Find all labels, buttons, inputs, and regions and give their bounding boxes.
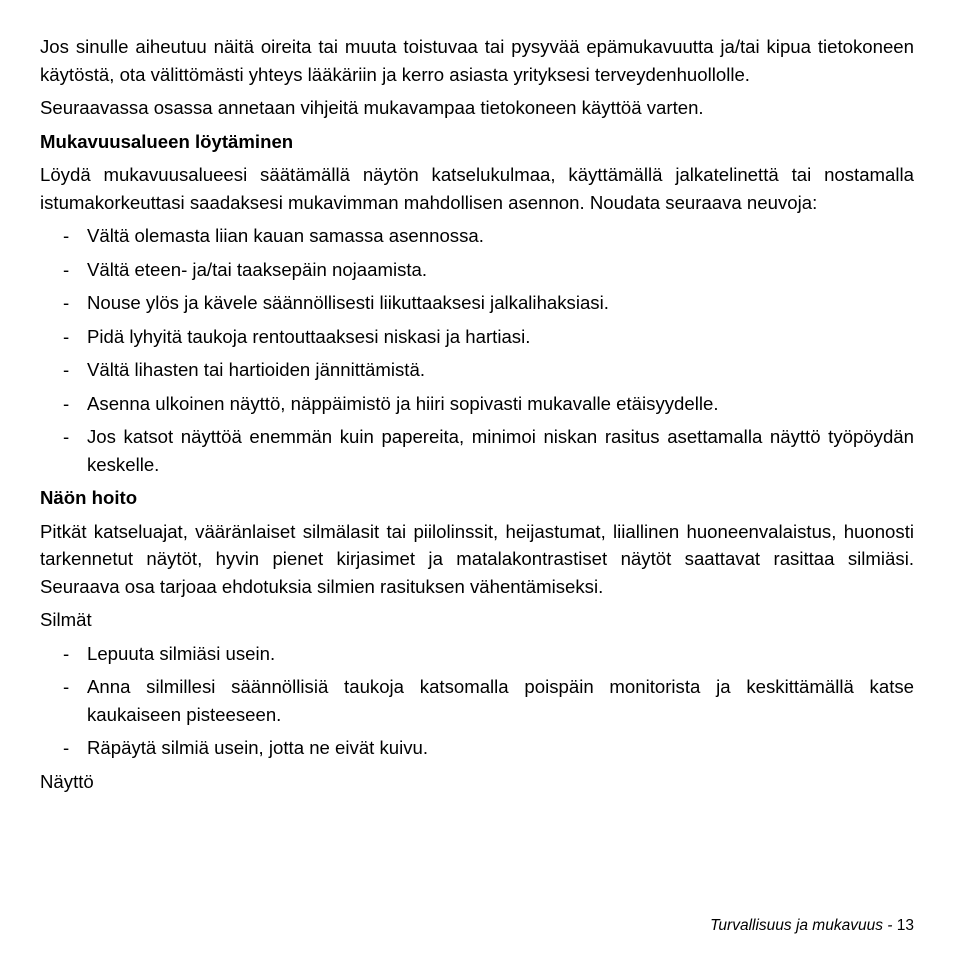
list-item-text: Lepuuta silmiäsi usein. bbox=[87, 642, 276, 664]
list-item bbox=[40, 256, 914, 284]
dash-bullet: - bbox=[63, 225, 70, 246]
page-footer bbox=[710, 916, 914, 936]
footer-section-title: Turvallisuus ja mukavuus - bbox=[710, 917, 893, 934]
dash-bullet: - bbox=[63, 359, 70, 380]
list-item-text: Nouse ylös ja kävele säännöllisesti liikuttaaksesi jalkalihaksiasi. bbox=[87, 292, 609, 313]
list-item-text: Pidä lyhyitä taukoja rentouttaaksesi niskasi ja hartiasi. bbox=[87, 325, 531, 347]
tips-paragraph: Seuraavassa osassa annetaan vihjeitä mukavampaa tietokoneen käyttöä varten. bbox=[40, 97, 704, 118]
list-item bbox=[40, 423, 914, 478]
list-item bbox=[40, 323, 914, 351]
list-item-text: Räpäytä silmiä usein, jotta ne eivät kuivu. bbox=[87, 737, 429, 758]
subheading-eyes: Silmät bbox=[40, 609, 92, 630]
list-item bbox=[40, 734, 914, 762]
eye-tips-list bbox=[40, 640, 914, 762]
list-item-text: Asenna ulkoinen näyttö, näppäimistö ja hiiri sopivasti mukavalle etäisyydelle. bbox=[87, 392, 719, 414]
eye-care-paragraph: Pitkät katseluajat, vääränlaiset silmälasit tai piilolinssit, heijastumat, liiallinen huoneenvalaistus, huonosti tarkennetut näytöt, hyvin pienet kirjasimet ja matalakontrastiset näytöt saattavat rasittaa silmiäsi. Seuraava osa tarjoaa ehdotuksia silmien rasituksen vähentämiseksi. bbox=[40, 520, 914, 597]
dash-bullet: - bbox=[63, 676, 70, 697]
list-item-text: Vältä eteen- ja/tai taaksepäin nojaamista. bbox=[87, 258, 428, 280]
list-item bbox=[40, 390, 914, 418]
page-number: 13 bbox=[896, 917, 914, 934]
dash-bullet: - bbox=[63, 258, 70, 280]
dash-bullet: - bbox=[63, 392, 70, 414]
list-item-text: Vältä olemasta liian kauan samassa asennossa. bbox=[87, 225, 484, 246]
dash-bullet: - bbox=[63, 292, 70, 313]
subheading-display: Näyttö bbox=[40, 770, 94, 792]
dash-bullet: - bbox=[63, 737, 70, 758]
list-item bbox=[40, 640, 914, 668]
comfort-zone-paragraph: Löydä mukavuusalueesi säätämällä näytön katselukulmaa, käyttämällä jalkatelinettä tai nostamalla istumakorkeuttasi saadaksesi mukavimman mahdollisen asennon. Noudata seuraava neuvoja: bbox=[40, 164, 914, 213]
list-item-text: Anna silmillesi säännöllisiä taukoja katsomalla poispäin monitorista ja keskittämällä katse kaukaiseen pisteeseen. bbox=[87, 676, 914, 725]
dash-bullet: - bbox=[63, 426, 70, 447]
dash-bullet: - bbox=[63, 325, 70, 347]
list-item bbox=[40, 673, 914, 728]
list-item bbox=[40, 289, 914, 317]
intro-paragraph: Jos sinulle aiheutuu näitä oireita tai muuta toistuvaa tai pysyvää epämukavuutta ja/tai kipua tietokoneen käytöstä, ota välittömästi yhteys lääkäriin ja kerro asiasta yrityksesi terveydenhuollolle. bbox=[40, 36, 914, 85]
list-item bbox=[40, 356, 914, 384]
document-page bbox=[40, 33, 914, 801]
section-heading-comfort-zone: Mukavuusalueen löytäminen bbox=[40, 130, 294, 152]
comfort-tips-list bbox=[40, 222, 914, 478]
list-item-text: Vältä lihasten tai hartioiden jännittämistä. bbox=[87, 359, 425, 380]
list-item-text: Jos katsot näyttöä enemmän kuin papereita, minimoi niskan rasitus asettamalla näyttö työpöydän keskelle. bbox=[87, 426, 914, 475]
dash-bullet: - bbox=[63, 642, 70, 664]
section-heading-eye-care: Näön hoito bbox=[40, 487, 138, 508]
list-item bbox=[40, 222, 914, 250]
